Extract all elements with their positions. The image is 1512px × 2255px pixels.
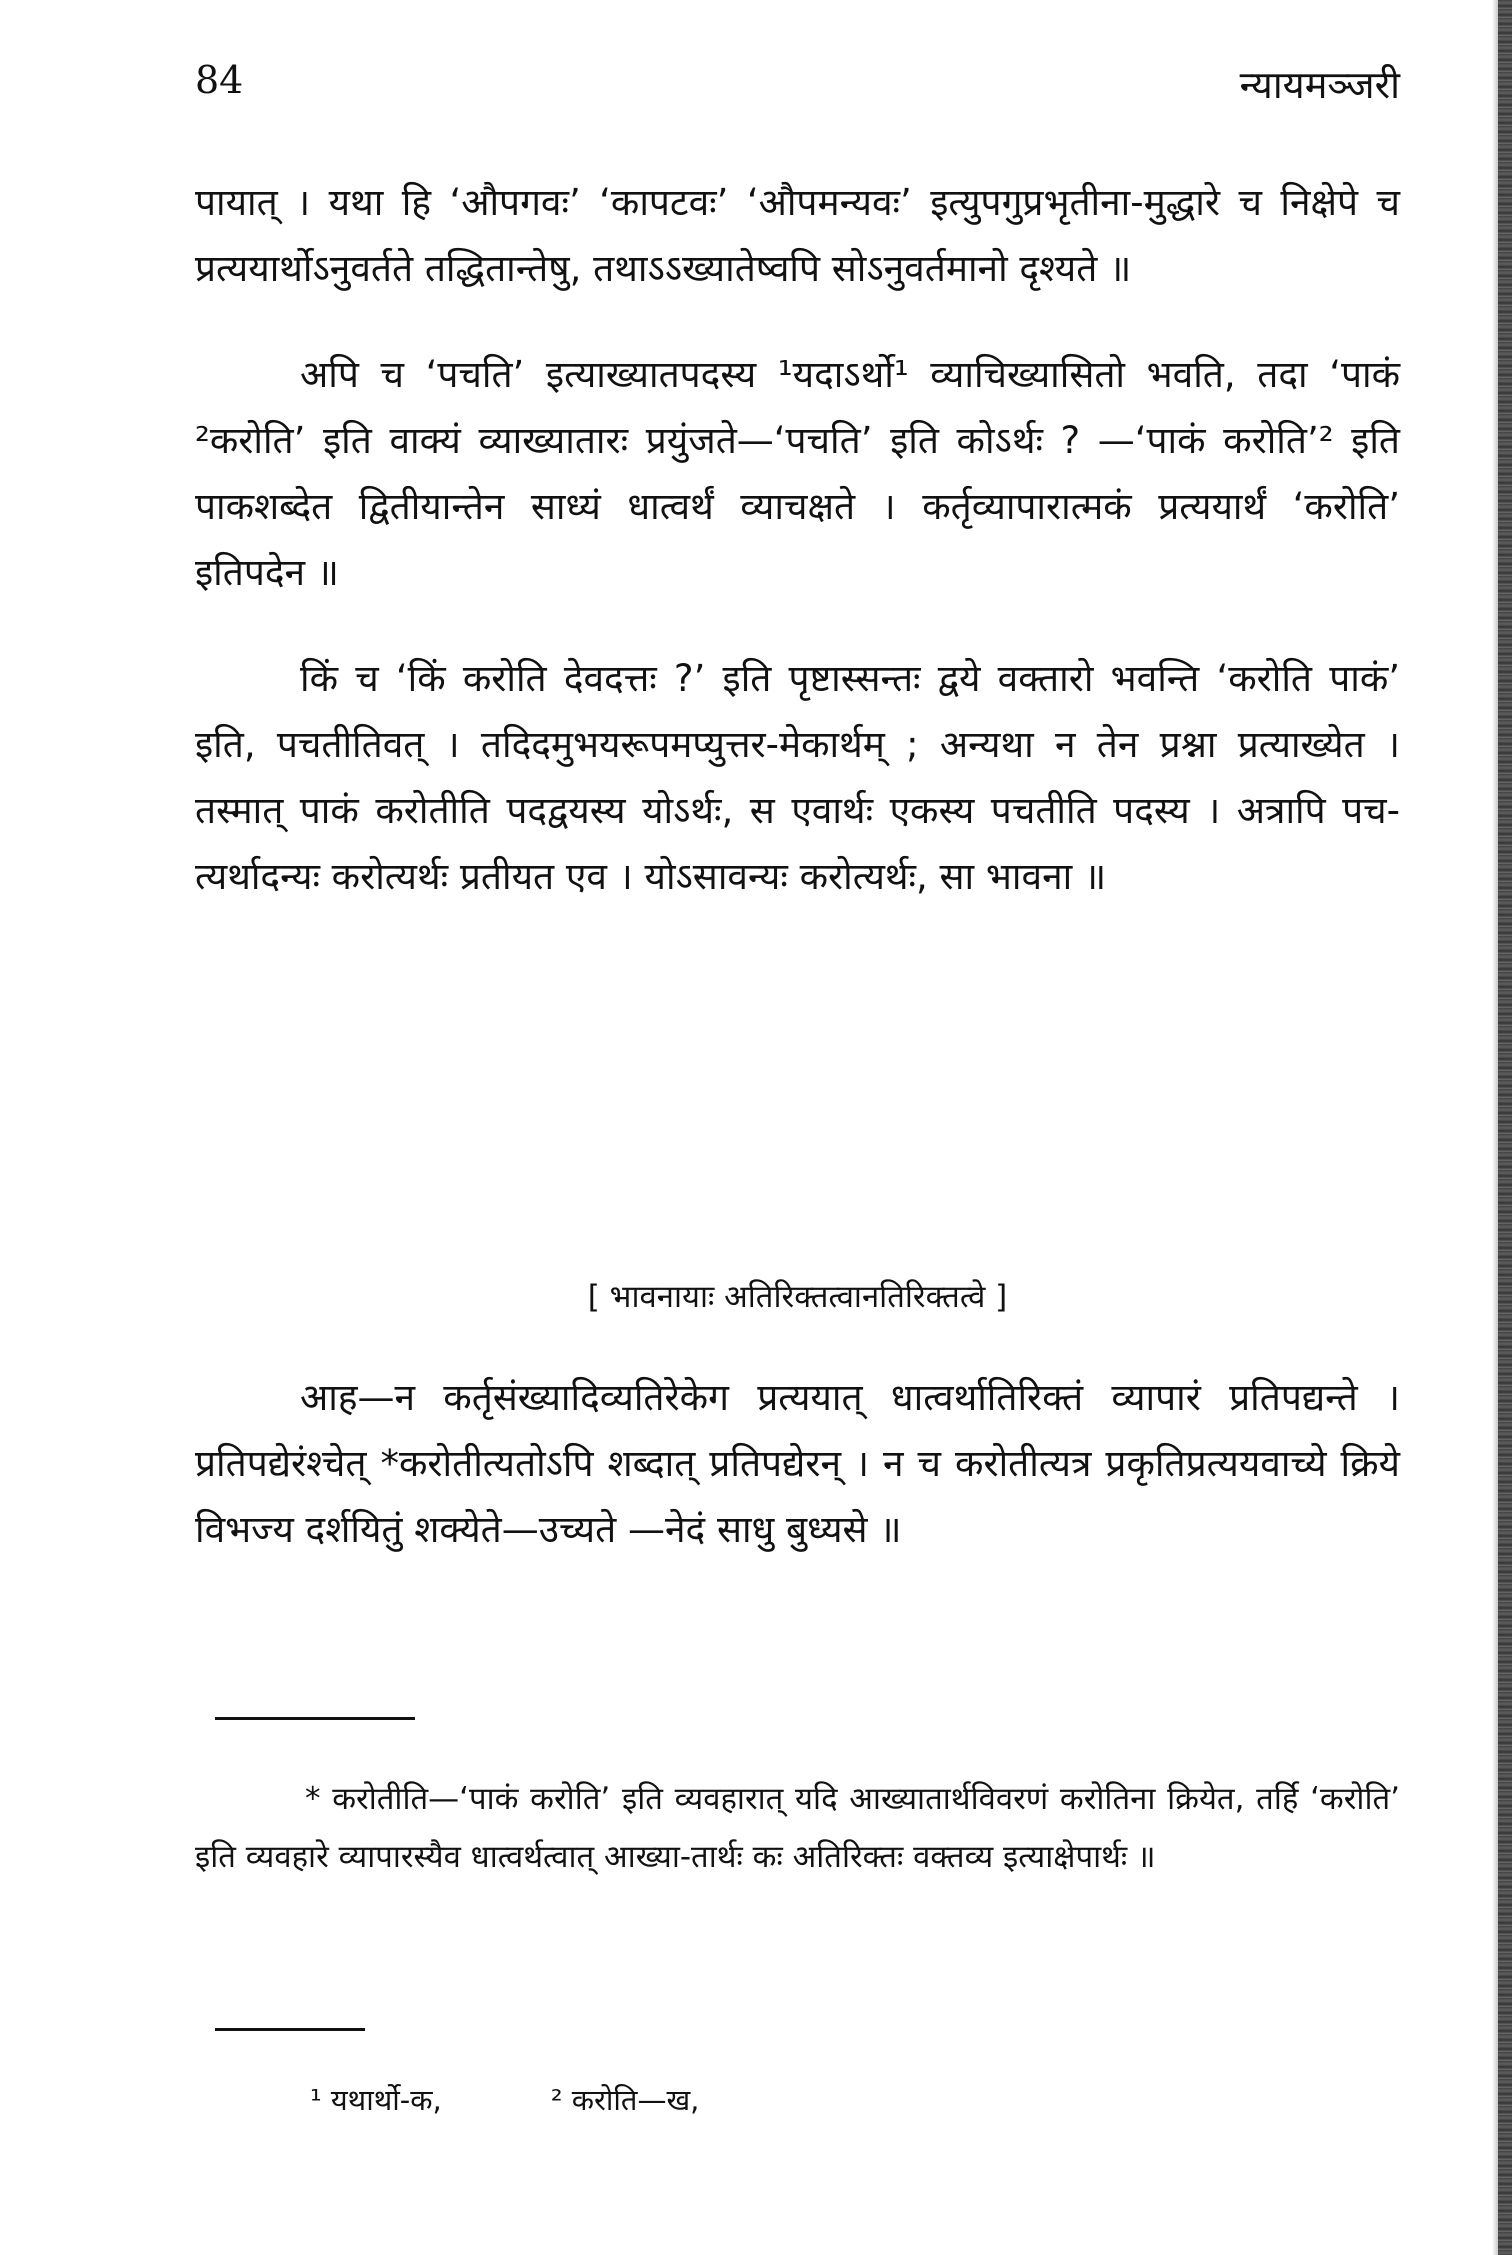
running-title: न्यायमञ्जरी — [1239, 63, 1400, 107]
paragraph-4: आह—न कर्तृसंख्यादिव्यतिरेकेग प्रत्ययात् धात्वर्थातिरिक्तं व्यापारं प्रतिपद्यन्ते । प्रतिपद्येरंश्चेत् *करोतीत्यतोऽपि शब्दात् प्रतिपद्येरन् । न च करोतीत्यत्र प्रकृतिप्रत्ययवाच्ये क्रिये विभज्य दर्शयितुं शक्येते—उच्यते —नेदं साधु बुध्यसे ॥ — [195, 1376, 1400, 1551]
section-heading: [ भावनायाः अतिरिक्तत्वानतिरिक्तत्वे ] — [587, 1279, 1008, 1315]
page-number: 84 — [195, 58, 244, 102]
heading-paragraph-block — [195, 1365, 1400, 1563]
footnotes — [310, 2080, 799, 2119]
commentary-block — [195, 1770, 1400, 1886]
footnote-2: ² करोति—ख, — [550, 2083, 700, 2117]
page-header — [195, 58, 1400, 118]
page-binding-edge — [1498, 0, 1512, 2255]
footnote-1: ¹ यथार्थो-क, — [310, 2083, 442, 2117]
separator-rule — [215, 1717, 415, 1720]
paragraph-1: पायात् । यथा हि ‘औपगवः’ ‘कापटवः’ ‘औपमन्यवः’ इत्युपगुप्रभृतीना-मुद्धारे च निक्षेपे च प्रत्ययार्थोऽनुवर्तते तद्धितान्तेषु, तथाऽऽख्यातेष्वपि सोऽनुवर्तमानो दृश्यते ॥ — [195, 181, 1400, 290]
commentary-note: * करोतीति—‘पाकं करोति’ इति व्यवहारात् यदि आख्यातार्थविवरणं करोतिना क्रियेत, तर्हि ‘करोति’ इति व्यवहारे व्यापारस्यैव धात्वर्थत्वात् आख्या-तार्थः कः अतिरिक्तः वक्तव्य इत्याक्षेपार्थः ॥ — [195, 1781, 1400, 1875]
paragraph-3: किं च ‘किं करोति देवदत्तः ?’ इति पृष्टास्सन्तः द्वये वक्तारो भवन्ति ‘करोति पाकं’ इति, पचतीतिवत् । तदिदमुभयरूपमप्युत्तर-मेकार्थम् ; अन्यथा न तेन प्रश्ना प्रत्याख्येत । तस्मात् पाकं करोतीति पदद्वयस्य योऽर्थः, स एवार्थः एकस्य पचतीति पदस्य । अत्रापि पच-त्यर्थादन्यः करोत्यर्थः प्रतीयत एव । योऽसावन्यः करोत्यर्थः, सा भावना ॥ — [195, 657, 1400, 898]
paragraph-2: अपि च ‘पचति’ इत्याख्यातपदस्य ¹यदाऽर्थो¹ व्याचिख्यासितो भवति, तदा ‘पाकं ²करोति’ इति वाक्यं व्याख्यातारः प्रयुंजते—‘पचति’ इति कोऽर्थः ? —‘पाकं करोति’² इति पाकशब्देत द्वितीयान्तेन साध्यं धात्वर्थं व्याचक्षते । कर्तृव्यापारात्मकं प्रत्ययार्थं ‘करोति’ इतिपदेन ॥ — [195, 353, 1400, 594]
footnote-rule — [215, 2028, 365, 2031]
main-text — [195, 170, 1400, 910]
